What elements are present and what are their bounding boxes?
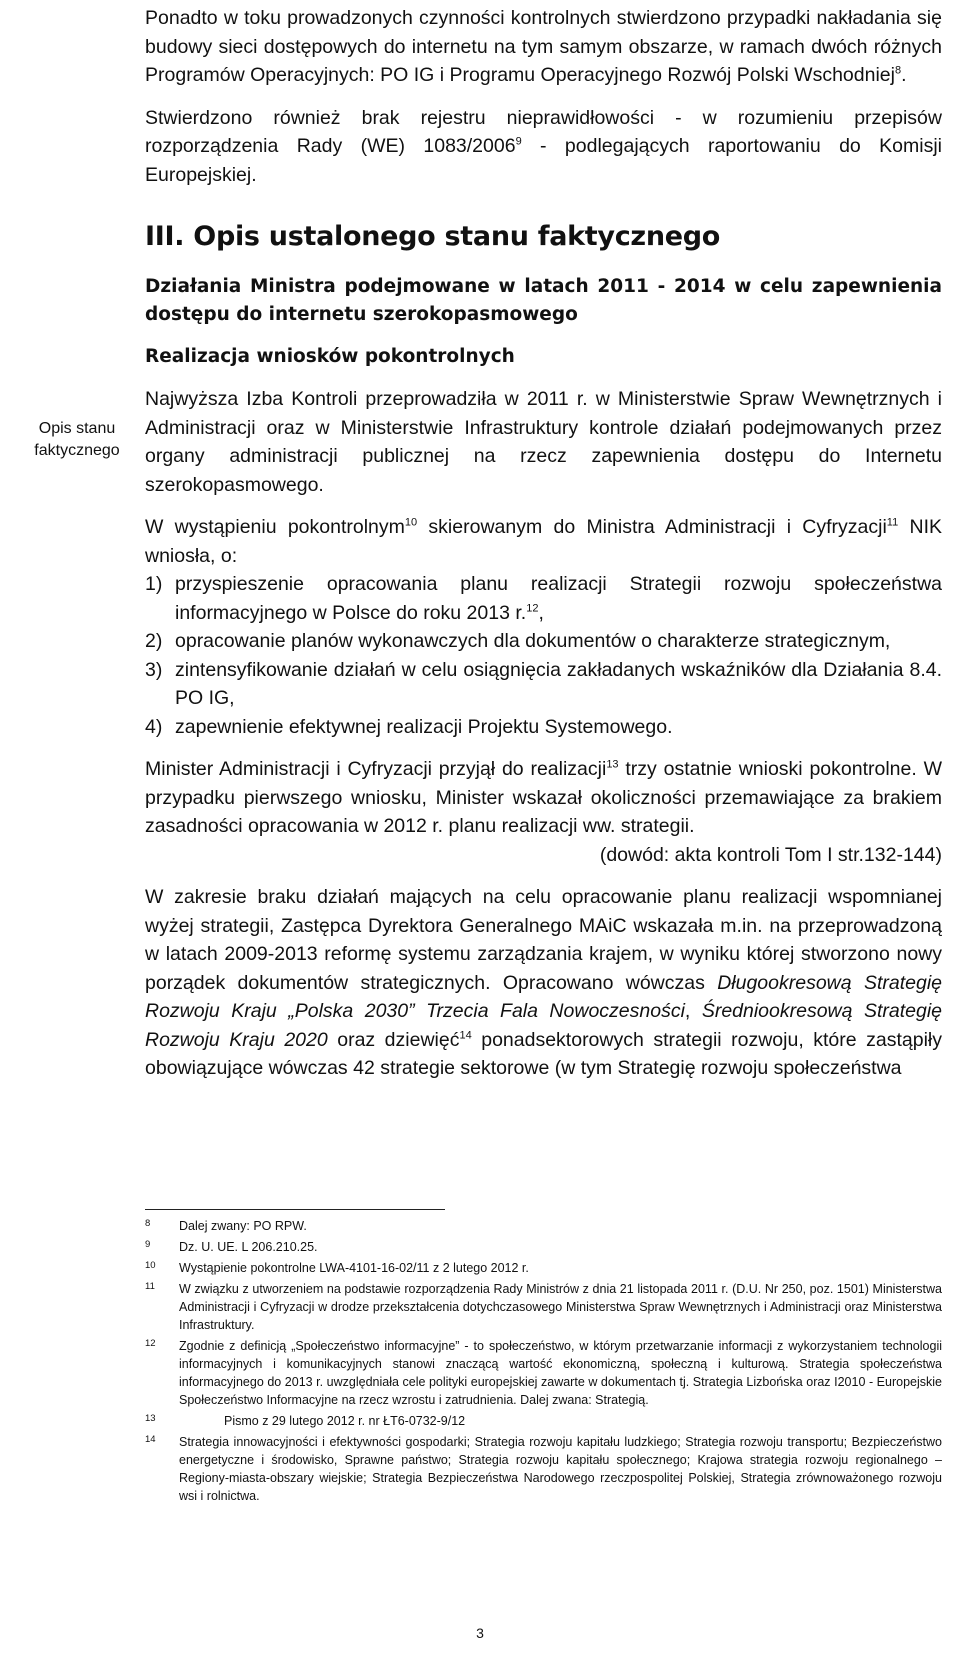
list-item: 3) zintensyfikowanie działań w celu osiągnięcia zakładanych wskaźników dla Działania 8.4. PO IG,	[145, 658, 942, 709]
list-item: 1) przyspieszenie opracowania planu realizacji Strategii rozwoju społeczeństwa informacyjnego w Polsce do roku 2013 r.$^{12}$,	[145, 573, 942, 624]
footnote: 13 Pismo z 29 lutego 2012 r. nr ŁT6-0732-9/12	[145, 1413, 466, 1428]
footnote-ref[interactable]: 10	[404, 516, 418, 529]
paragraph-nik-control: Najwyższa Izba Kontroli przeprowadziła w 2011 r. w Ministerstwie Spraw Wewnętrznych i Administracji oraz w Ministerstwie Infrastruktury kontrole działań podejmowanych przez organy administracji publicznej na rzecz zapewnienia dostępu do Internetu szerokopasmowego.	[145, 388, 942, 496]
footnote: 8 Dalej zwany: PO RPW.	[145, 1218, 307, 1233]
paragraph-intro-1: Ponadto w toku prowadzonych czynności kontrolnych stwierdzono przypadki nakładania się budowy sieci dostępowych do internetu na tym samym obszarze, w ramach dwóch różnych Programów Operacyjnych: PO IG i Programu Operacyjnego Rozwój Polski Wschodniej$^8$.	[145, 7, 942, 86]
requests-list	[145, 570, 942, 741]
footnotes	[145, 1217, 942, 1508]
footnote-separator	[145, 1209, 445, 1210]
footnote: 12 Zgodnie z definicją „Społeczeństwo informacyjne” - to społeczeństwo, w którym przetwarzanie informacji z wykorzystaniem technologii informacyjnych i komunikacyjnych stanowi znaczącą wartość ekonomiczną, społeczną i kulturową. Strategia społeczeństwa informacyjnego do 2013 r. uwzględniała cele polityki europejskiej zawarte w dokumentach tj. Strategia Lizbońska oraz I2010 - Europejskie Społeczeństwo Informacyjne na rzecz wzrostu i zatrudnienia. Dalej zwana: Strategią.	[145, 1338, 942, 1407]
footnote-ref[interactable]: 12	[526, 602, 539, 614]
paragraph-minister-response: Minister Administracji i Cyfryzacji przyjął do realizacji$^{13}$ trzy ostatnie wnioski pokontrolne. W przypadku pierwszego wniosku, Minister wskazał okoliczności przemawiające za brakiem zasadności opracowania w 2012 r. planu realizacji ww. strategii.	[145, 758, 942, 837]
footnote-ref[interactable]: 14	[459, 1029, 472, 1041]
footnote: 9 Dz. U. UE. L 206.210.25.	[145, 1239, 318, 1254]
footnote-ref[interactable]: 13	[606, 758, 619, 771]
section-heading: III. Opis ustalonego stanu faktycznego	[145, 221, 721, 252]
footnote: 11 W związku z utworzeniem na podstawie rozporządzenia Rady Ministrów z dnia 21 listopada 2011 r. (D.U. Nr 250, poz. 1501) Ministerstwa Administracji i Cyfryzacji w drodze przekształcenia dotychczasowego Ministerstwa Spraw Wewnętrznych i Administracji oraz Ministerstwa Infrastruktury.	[145, 1281, 942, 1332]
footnote-ref[interactable]: 8	[894, 64, 902, 77]
subsubsection-heading: Realizacja wniosków pokontrolnych	[145, 346, 515, 367]
list-item: 4) zapewnienie efektywnej realizacji Projektu Systemowego.	[145, 715, 673, 738]
page-number: 3	[476, 1625, 484, 1641]
footnote: 10 Wystąpienie pokontrolne LWA-4101-16-02/11 z 2 lutego 2012 r.	[145, 1260, 529, 1275]
main-text	[145, 4, 942, 1083]
paragraph-intro-2: Stwierdzono również brak rejestru nieprawidłowości - w rozumieniu przepisów rozporządzenia Rady (WE) 1083/2006$^9$ - podlegających raportowaniu do Komisji Europejskiej.	[145, 106, 942, 186]
paragraph-post-audit: W wystąpieniu pokontrolnym$^{10}$ skierowanym do Ministra Administracji i Cyfryzacji$^{11}$ NIK wniosła, o:	[145, 516, 942, 567]
list-item: 2) opracowanie planów wykonawczych dla dokumentów o charakterze strategicznym,	[145, 630, 891, 652]
subsection-heading: Działania Ministra podejmowane w latach 2011 - 2014 w celu zapewnienia dostępu do internetu szerokopasmowego	[145, 276, 942, 325]
footnote-ref[interactable]: 11	[886, 516, 899, 529]
footnote-ref[interactable]: 9	[515, 135, 522, 148]
evidence-note: (dowód: akta kontroli Tom I str.132-144)	[599, 843, 942, 866]
footnote: 14 Strategia innowacyjności i efektywności gospodarki; Strategia rozwoju kapitału ludzkiego; Strategia rozwoju transportu; Bezpieczeństwo energetyczne i środowisko, Sprawne państwo; Strategia rozwoju kapitału społecznego; Krajowa strategia rozwoju regionalnego – Regiony-miasta-obszary wiejskie; Strategia Bezpieczeństwa Narodowego rzeczpospolitej Polskiej, Strategia zrównoważonego rozwoju wsi i rolnictwa.	[145, 1434, 942, 1503]
margin-label: Opis stanu faktycznego	[34, 420, 120, 459]
paragraph-strategy: W zakresie braku działań mających na celu opracowanie planu realizacji wspomnianej wyżej strategii, Zastępca Dyrektora Generalnego MAiC wskazała m.in. na przeprowadzoną w latach 2009-2013 reformę systemu zarządzania krajem, w wyniku której stworzono nowy porządek dokumentów strategicznych. Opracowano wówczas Długookresową Strategię Rozwoju Kraju „Polska 2030” Trzecia Fala Nowoczesności, Średniookresową Strategię Rozwoju Kraju 2020 oraz dziewięć$^{14}$ ponadsektorowych strategii rozwoju, które zastąpiły obowiązujące wówczas 42 strategie sektorowe (w tym Strategię rozwoju społeczeństwa	[145, 886, 942, 1079]
